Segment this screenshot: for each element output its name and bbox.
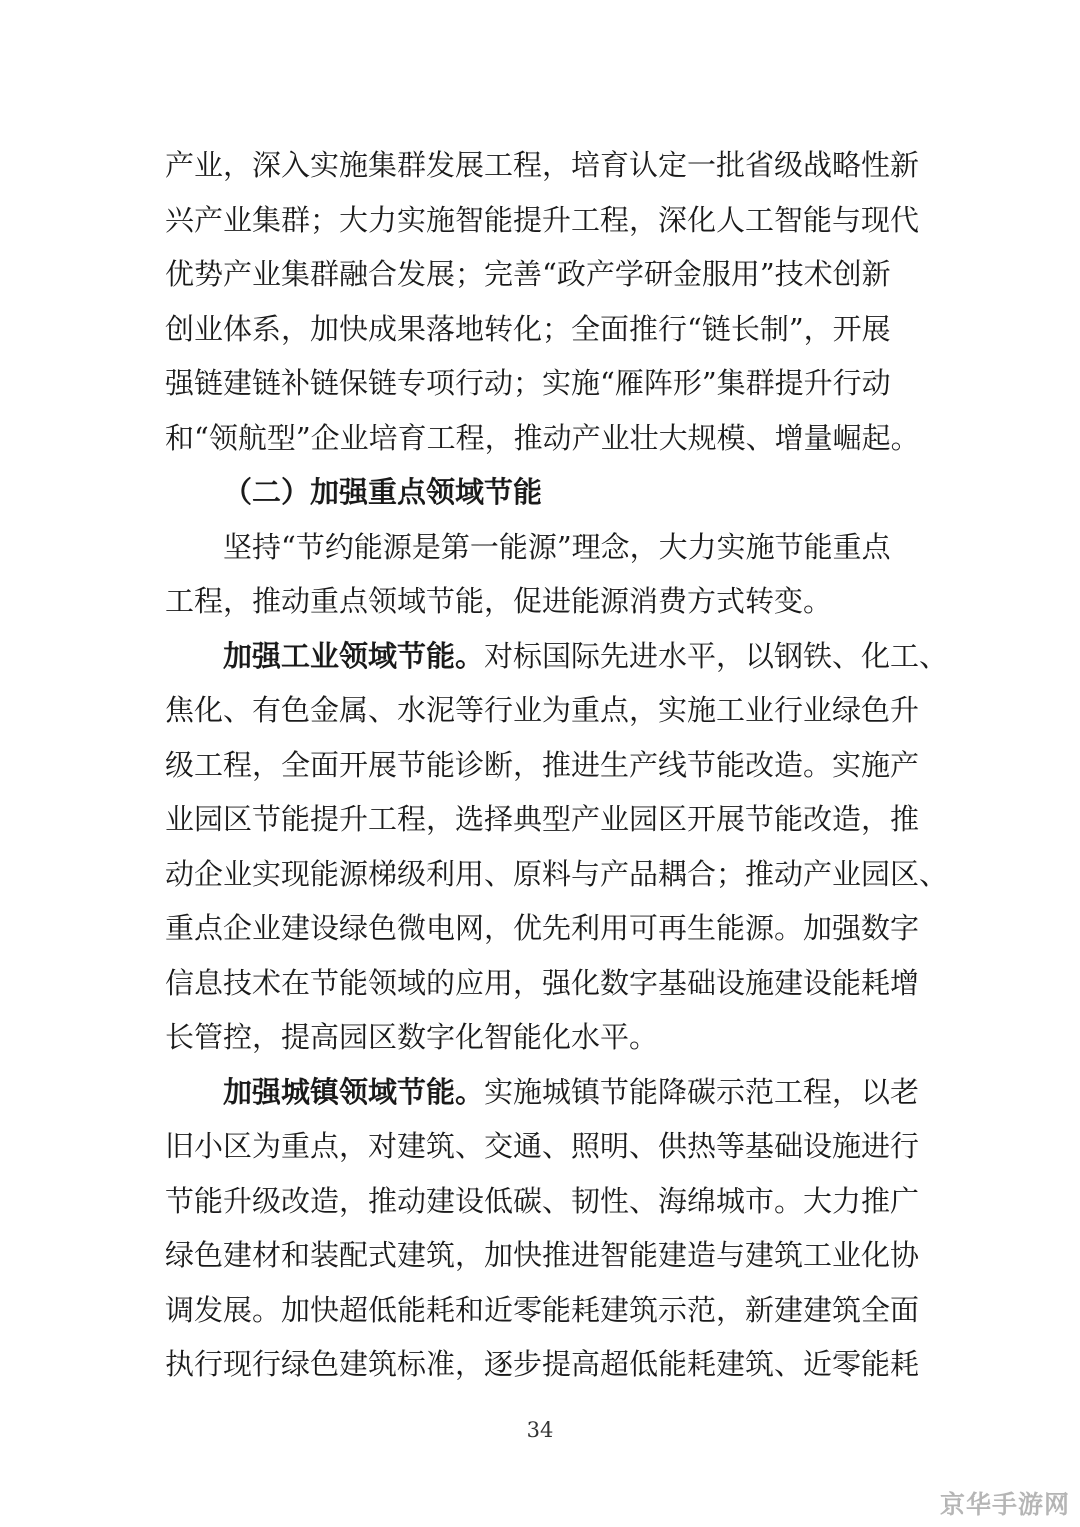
watermark-logo: 京华手游网 bbox=[939, 1490, 1070, 1519]
text-line: 业园区节能提升工程，选择典型产业园区开展节能改造，推 bbox=[165, 802, 920, 836]
paragraph-lead: 加强工业领域节能。 bbox=[223, 638, 485, 673]
text-line: 调发展。加快超低能耗和近零能耗建筑示范，新建建筑全面 bbox=[165, 1292, 920, 1327]
text-line: 执行现行绿色建筑标准，逐步提高超低能耗建筑、近零能耗 bbox=[165, 1347, 920, 1381]
text-line: 强链建链补链保链专项行动；实施“雁阵形”集群提升行动 bbox=[165, 366, 891, 400]
page-number: 34 bbox=[526, 1418, 554, 1442]
text-line: 级工程，全面开展节能诊断，推进生产线节能改造。实施产 bbox=[165, 747, 920, 782]
text-line: 焦化、有色金属、水泥等行业为重点，实施工业行业绿色升 bbox=[165, 693, 920, 727]
text-line: 旧小区为重点，对建筑、交通、照明、供热等基础设施进行 bbox=[165, 1129, 920, 1163]
paragraph-text: 对标国际先进水平，以钢铁、化工、 bbox=[484, 638, 949, 673]
paragraph-first-line bbox=[165, 629, 949, 684]
text-line: 坚持“节约能源是第一能源”理念，大力实施节能重点 bbox=[223, 529, 891, 564]
text-line: 工程，推动重点领域节能，促进能源消费方式转变。 bbox=[165, 584, 833, 618]
text-line: 重点企业建设绿色微电网，优先利用可再生能源。加强数字 bbox=[165, 911, 920, 945]
paragraph-lead: 加强城镇领域节能。 bbox=[223, 1074, 485, 1109]
text-line: 信息技术在节能领域的应用，强化数字基础设施建设能耗增 bbox=[165, 965, 920, 1000]
text-line: 长管控，提高园区数字化智能化水平。 bbox=[165, 1020, 659, 1054]
section-heading: （二）加强重点领域节能 bbox=[223, 475, 543, 509]
body-text bbox=[165, 138, 949, 1392]
text-line: 和“领航型”企业培育工程，推动产业壮大规模、增量崛起。 bbox=[165, 420, 920, 455]
text-line: 动企业实现能源梯级利用、原料与产品耦合；推动产业园区、 bbox=[165, 856, 949, 891]
text-line: 节能升级改造，推动建设低碳、韧性、海绵城市。大力推广 bbox=[165, 1183, 920, 1218]
text-line: 产业，深入实施集群发展工程，培育认定一批省级战略性新 bbox=[165, 148, 920, 182]
paragraph-text: 实施城镇节能降碳示范工程，以老 bbox=[484, 1074, 920, 1109]
text-line: 创业体系，加快成果落地转化；全面推行“链长制”，开展 bbox=[165, 311, 891, 346]
text-line: 绿色建材和装配式建筑，加快推进智能建造与建筑工业化协 bbox=[165, 1238, 920, 1272]
text-line: 兴产业集群；大力实施智能提升工程，深化人工智能与现代 bbox=[165, 202, 920, 237]
paragraph-first-line bbox=[165, 1065, 925, 1120]
text-line: 优势产业集群融合发展；完善“政产学研金服用”技术创新 bbox=[165, 257, 891, 291]
